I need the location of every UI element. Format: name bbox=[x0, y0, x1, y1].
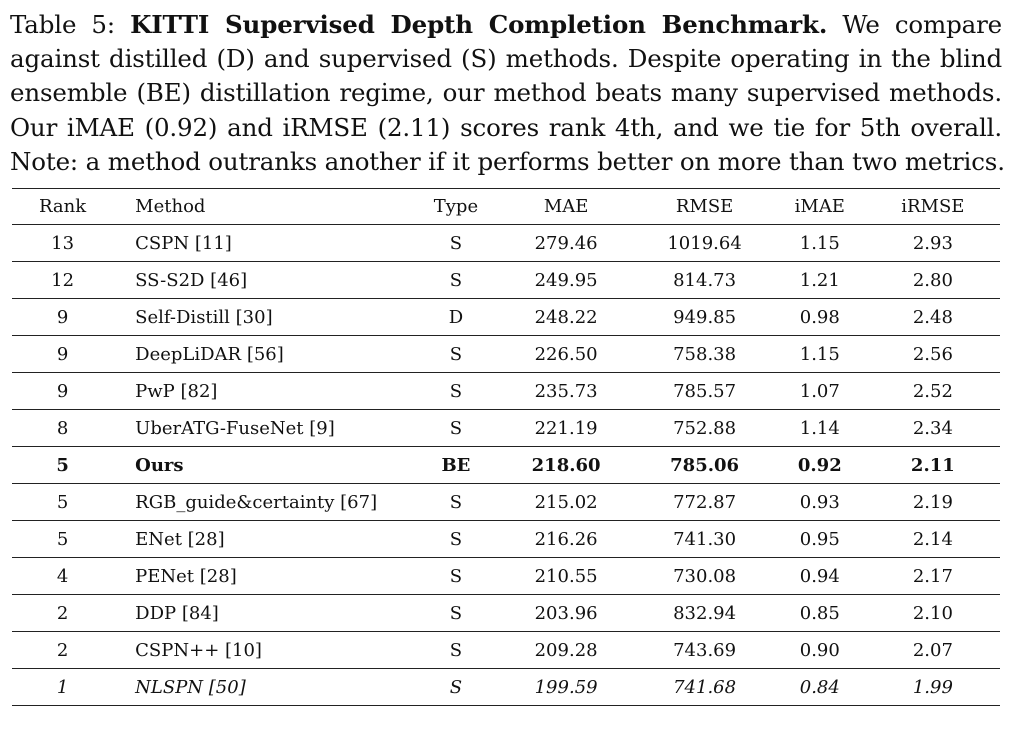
cell-imae: 1.15 bbox=[799, 232, 840, 254]
table-row bbox=[12, 632, 1000, 669]
cell-mae: 218.60 bbox=[531, 454, 601, 476]
table-row bbox=[12, 373, 1000, 410]
cell-method: Ours bbox=[135, 454, 184, 476]
cell-irmse: 2.11 bbox=[910, 454, 955, 476]
cell-rmse: 949.85 bbox=[673, 306, 737, 328]
header-rank: Rank bbox=[38, 196, 87, 217]
cell-type: S bbox=[449, 380, 463, 402]
cell-method: ENet [28] bbox=[135, 528, 225, 550]
cell-method: DeepLiDAR [56] bbox=[135, 343, 284, 365]
cell-imae: 0.93 bbox=[799, 491, 840, 513]
header-imae: iMAE bbox=[794, 196, 845, 217]
cell-imae: 0.95 bbox=[799, 528, 840, 550]
cell-rank: 5 bbox=[56, 454, 69, 476]
cell-rank: 2 bbox=[56, 639, 69, 661]
cell-method: CSPN [11] bbox=[135, 232, 232, 254]
header-mae: MAE bbox=[543, 196, 589, 217]
cell-mae: 210.55 bbox=[534, 565, 598, 587]
cell-irmse: 2.34 bbox=[912, 417, 953, 439]
cell-type: S bbox=[449, 565, 463, 587]
cell-method: CSPN++ [10] bbox=[135, 639, 262, 661]
cell-irmse: 2.19 bbox=[912, 491, 953, 513]
cell-mae: 248.22 bbox=[534, 306, 598, 328]
cell-mae: 216.26 bbox=[534, 528, 598, 550]
cell-rank: 13 bbox=[51, 232, 75, 254]
cell-rank: 4 bbox=[56, 565, 69, 587]
header-rmse: RMSE bbox=[675, 196, 734, 217]
cell-rank: 9 bbox=[56, 343, 69, 365]
caption-line-3: ensemble (BE) distillation regime, our method beats many supervised methods. bbox=[10, 78, 1002, 108]
header-method: Method bbox=[135, 196, 206, 217]
table-row bbox=[12, 299, 1000, 336]
cell-rmse: 814.73 bbox=[673, 269, 737, 291]
cell-imae: 1.15 bbox=[799, 343, 840, 365]
cell-imae: 1.14 bbox=[799, 417, 840, 439]
cell-imae: 0.92 bbox=[797, 454, 842, 476]
cell-irmse: 1.99 bbox=[912, 676, 953, 698]
cell-rmse: 741.68 bbox=[673, 676, 737, 698]
cell-irmse: 2.56 bbox=[912, 343, 953, 365]
cell-type: S bbox=[449, 528, 463, 550]
cell-irmse: 2.10 bbox=[912, 602, 953, 624]
cell-mae: 199.59 bbox=[534, 676, 598, 698]
cell-irmse: 2.93 bbox=[912, 232, 953, 254]
table-row bbox=[12, 447, 1000, 484]
cell-imae: 1.07 bbox=[799, 380, 840, 402]
caption-line-4: Our iMAE (0.92) and iRMSE (2.11) scores rank 4th, and we tie for 5th overall. bbox=[10, 112, 1002, 142]
cell-type: S bbox=[449, 602, 463, 624]
caption-line-5: Note: a method outranks another if it performs better on more than two metrics. bbox=[10, 146, 1005, 176]
cell-rank: 1 bbox=[56, 676, 69, 698]
cell-mae: 215.02 bbox=[534, 491, 598, 513]
cell-rank: 8 bbox=[56, 417, 69, 439]
cell-type: S bbox=[449, 269, 463, 291]
cell-rank: 9 bbox=[56, 306, 69, 328]
table-row bbox=[12, 336, 1000, 373]
cell-irmse: 2.48 bbox=[912, 306, 953, 328]
cell-imae: 0.84 bbox=[799, 676, 840, 698]
header-row bbox=[12, 189, 1000, 225]
cell-type: BE bbox=[441, 454, 471, 476]
cell-rmse: 832.94 bbox=[673, 602, 737, 624]
cell-type: S bbox=[449, 639, 463, 661]
cell-method: NLSPN [50] bbox=[135, 676, 246, 698]
cell-method: PwP [82] bbox=[135, 380, 218, 402]
cell-mae: 249.95 bbox=[534, 269, 598, 291]
cell-imae: 0.90 bbox=[799, 639, 840, 661]
cell-rank: 2 bbox=[56, 602, 69, 624]
cell-imae: 0.94 bbox=[799, 565, 840, 587]
cell-type: S bbox=[449, 491, 463, 513]
cell-type: S bbox=[449, 417, 463, 439]
cell-mae: 279.46 bbox=[534, 232, 598, 254]
table-caption bbox=[10, 8, 1005, 179]
cell-irmse: 2.52 bbox=[912, 380, 953, 402]
caption-text-1: We compare bbox=[842, 10, 1002, 39]
cell-type: S bbox=[449, 343, 463, 365]
cell-method: SS-S2D [46] bbox=[135, 269, 248, 291]
cell-method: UberATG-FuseNet [9] bbox=[135, 417, 335, 439]
cell-irmse: 2.80 bbox=[912, 269, 953, 291]
benchmark-table bbox=[12, 188, 1000, 706]
table-header bbox=[12, 189, 1000, 225]
cell-irmse: 2.14 bbox=[912, 528, 953, 550]
table-row bbox=[12, 595, 1000, 632]
caption-title: KITTI Supervised Depth Completion Benchmark. bbox=[130, 10, 828, 39]
table-row bbox=[12, 262, 1000, 299]
cell-rank: 5 bbox=[56, 491, 69, 513]
table-row bbox=[12, 669, 1000, 706]
cell-rmse: 741.30 bbox=[673, 528, 737, 550]
table-row bbox=[12, 484, 1000, 521]
table-row bbox=[12, 410, 1000, 447]
cell-rank: 5 bbox=[56, 528, 69, 550]
table-row bbox=[12, 521, 1000, 558]
cell-mae: 203.96 bbox=[534, 602, 598, 624]
cell-method: RGB_guide&certainty [67] bbox=[135, 491, 378, 513]
cell-type: S bbox=[449, 232, 463, 254]
table-row bbox=[12, 225, 1000, 262]
cell-rmse: 785.06 bbox=[670, 454, 740, 476]
cell-imae: 0.98 bbox=[799, 306, 840, 328]
cell-rank: 12 bbox=[51, 269, 75, 291]
cell-method: DDP [84] bbox=[135, 602, 219, 624]
cell-rmse: 730.08 bbox=[673, 565, 737, 587]
cell-mae: 221.19 bbox=[534, 417, 598, 439]
cell-type: D bbox=[448, 306, 464, 328]
cell-rmse: 785.57 bbox=[673, 380, 737, 402]
cell-rmse: 772.87 bbox=[673, 491, 737, 513]
cell-mae: 226.50 bbox=[534, 343, 598, 365]
table-row bbox=[12, 558, 1000, 595]
cell-method: PENet [28] bbox=[135, 565, 237, 587]
caption-line-1 bbox=[10, 8, 1002, 42]
cell-mae: 209.28 bbox=[534, 639, 598, 661]
cell-rank: 9 bbox=[56, 380, 69, 402]
cell-irmse: 2.17 bbox=[912, 565, 953, 587]
caption-label: Table 5: bbox=[10, 10, 115, 39]
cell-imae: 1.21 bbox=[799, 269, 840, 291]
cell-rmse: 752.88 bbox=[673, 417, 737, 439]
cell-rmse: 743.69 bbox=[673, 639, 737, 661]
cell-type: S bbox=[449, 676, 463, 698]
table-body bbox=[12, 225, 1000, 706]
cell-rmse: 1019.64 bbox=[667, 232, 742, 254]
cell-method: Self-Distill [30] bbox=[135, 306, 273, 328]
cell-mae: 235.73 bbox=[534, 380, 598, 402]
header-irmse: iRMSE bbox=[901, 196, 965, 217]
cell-imae: 0.85 bbox=[799, 602, 840, 624]
cell-irmse: 2.07 bbox=[912, 639, 953, 661]
caption-line-2: against distilled (D) and supervised (S) methods. Despite operating in the blind bbox=[10, 44, 1002, 74]
cell-rmse: 758.38 bbox=[673, 343, 737, 365]
header-type: Type bbox=[433, 196, 479, 217]
